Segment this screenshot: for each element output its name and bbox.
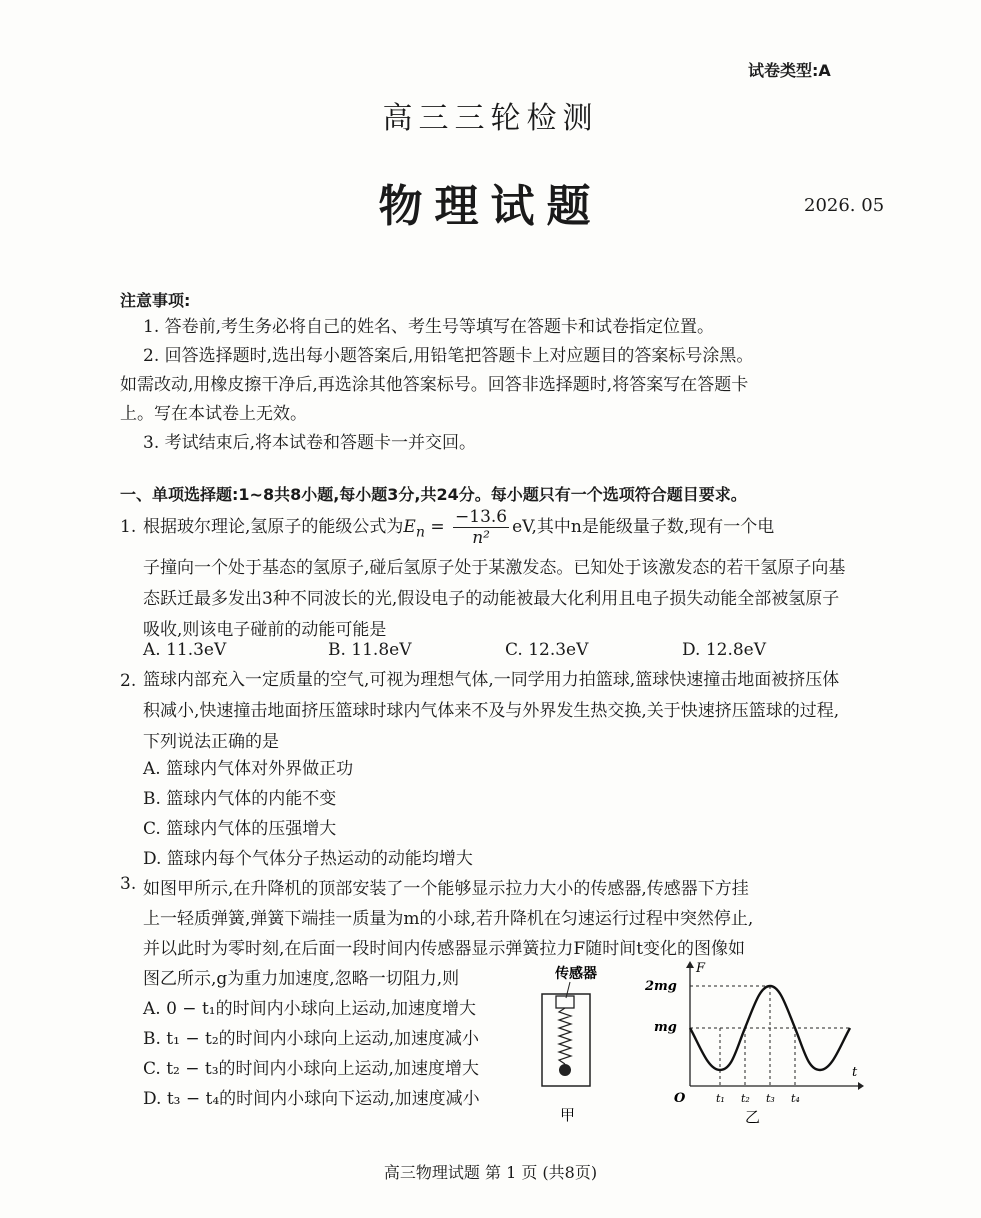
subject-title: 物理试题 xyxy=(378,181,603,232)
spring xyxy=(559,1008,571,1064)
t-axis-arrow xyxy=(858,1082,864,1090)
exam-title: 高三三轮检测 xyxy=(382,101,599,136)
t-axis-label: t xyxy=(852,1065,858,1080)
origin-label: O xyxy=(674,1091,686,1106)
q1-formula-line xyxy=(143,507,774,548)
f-axis-label: F xyxy=(696,961,706,976)
q3-number: 3. xyxy=(120,874,137,894)
notice-item-2-line3: 上。写在本试卷上无效。 xyxy=(120,404,307,424)
q1-fraction xyxy=(453,507,509,548)
q1-option-c: C. 12.3eV xyxy=(505,640,589,660)
q2-body: 篮球内部充入一定质量的空气,可视为理想气体,一同学用力拍篮球,篮球快速撞击地面被挤压体积减小,快速撞击地面挤压篮球时球内气体来不及与外界发生热交换,关于快速挤压篮球的过程,下列说法正确的是 xyxy=(143,670,840,752)
q1-unit: eV xyxy=(512,517,532,537)
q3-line3: 并以此时为零时刻,在后面一段时间内传感器显示弹簧拉力F随时间t变化的图像如 xyxy=(143,939,746,959)
notice-heading: 注意事项: xyxy=(120,291,191,310)
figure-jia-sensor-label: 传感器 xyxy=(555,966,597,982)
tick-t4: t₄ xyxy=(791,1092,800,1105)
q1-rest-line1: ,其中n是能级量子数,现有一个电 xyxy=(531,517,775,537)
tick-2mg: 2mg xyxy=(645,979,677,994)
sensor-block xyxy=(556,996,574,1008)
ball xyxy=(559,1064,571,1076)
q2-option-b: B. 篮球内气体的内能不变 xyxy=(143,789,337,809)
notice-item-1: 1. 答卷前,考生务必将自己的姓名、考生号等填写在答题卡和试卷指定位置。 xyxy=(143,317,715,337)
f-axis-arrow xyxy=(686,961,694,968)
q1-energy-subscript: n xyxy=(415,524,425,541)
q1-option-b: B. 11.8eV xyxy=(328,640,412,660)
q3-line2: 上一轻质弹簧,弹簧下端挂一质量为m的小球,若升降机在匀速运行过程中突然停止, xyxy=(143,909,754,929)
notice-item-2-line1: 2. 回答选择题时,选出每小题答案后,用铅笔把答题卡上对应题目的答案标号涂黑。 xyxy=(143,346,754,366)
q2-option-c: C. 篮球内气体的压强增大 xyxy=(143,819,337,839)
notice-item-3: 3. 考试结束后,将本试卷和答题卡一并交回。 xyxy=(143,433,477,453)
section-heading: 一、单项选择题:1~8共8小题,每小题3分,共24分。每小题只有一个选项符合题目要求。 xyxy=(120,485,747,504)
q1-equals: = xyxy=(424,517,451,537)
q3-line1: 如图甲所示,在升降机的顶部安装了一个能够显示拉力大小的传感器,传感器下方挂 xyxy=(143,879,749,899)
q2-option-a: A. 篮球内气体对外界做正功 xyxy=(143,759,354,779)
q1-fraction-numerator: −13.6 xyxy=(455,507,508,527)
tick-t3: t₃ xyxy=(766,1092,775,1105)
q1-lead: 根据玻尔理论,氢原子的能级公式为 xyxy=(143,517,404,537)
notice-item-2-line2: 如需改动,用橡皮擦干净后,再选涂其他答案标号。回答非选择题时,将答案写在答题卡 xyxy=(120,375,749,395)
q3-option-b: B. t₁ − t₂的时间内小球向上运动,加速度减小 xyxy=(143,1029,480,1049)
page-footer: 高三物理试题 第 1 页 (共8页) xyxy=(383,1163,598,1182)
exam-date: 2026. 05 xyxy=(804,195,885,216)
figure-jia xyxy=(530,958,635,1128)
q1-option-d: D. 12.8eV xyxy=(682,640,767,660)
figure-yi xyxy=(640,958,865,1130)
q1-option-a: A. 11.3eV xyxy=(143,640,227,660)
q3-option-d: D. t₃ − t₄的时间内小球向下运动,加速度减小 xyxy=(143,1089,480,1109)
tick-mg: mg xyxy=(654,1020,677,1035)
q1-fraction-denominator: n² xyxy=(472,528,490,548)
q1-number: 1. xyxy=(120,517,137,537)
q2-option-d: D. 篮球内每个气体分子热运动的动能均增大 xyxy=(143,849,473,869)
figure-yi-caption: 乙 xyxy=(745,1108,761,1126)
q1-body: 子撞向一个处于基态的氢原子,碰后氢原子处于某激发态。已知处于该激发态的若干氢原子向基态跃迁最多发出3种不同波长的光,假设电子的动能被最大化利用且电子损失动能全部被氢原子吸收,则该电子碰前的动能可能是 xyxy=(143,558,846,640)
q3-option-a: A. 0 − t₁的时间内小球向上运动,加速度增大 xyxy=(143,999,477,1019)
q2-number: 2. xyxy=(120,671,137,691)
tick-t1: t₁ xyxy=(716,1092,725,1105)
q3-line4: 图乙所示,g为重力加速度,忽略一切阻力,则 xyxy=(143,969,460,989)
figure-jia-caption: 甲 xyxy=(560,1106,576,1124)
q1-energy-symbol: E xyxy=(403,517,416,537)
paper-type: 试卷类型:A xyxy=(748,61,831,80)
q3-option-c: C. t₂ − t₃的时间内小球向上运动,加速度增大 xyxy=(143,1059,479,1079)
tick-t2: t₂ xyxy=(741,1092,750,1105)
